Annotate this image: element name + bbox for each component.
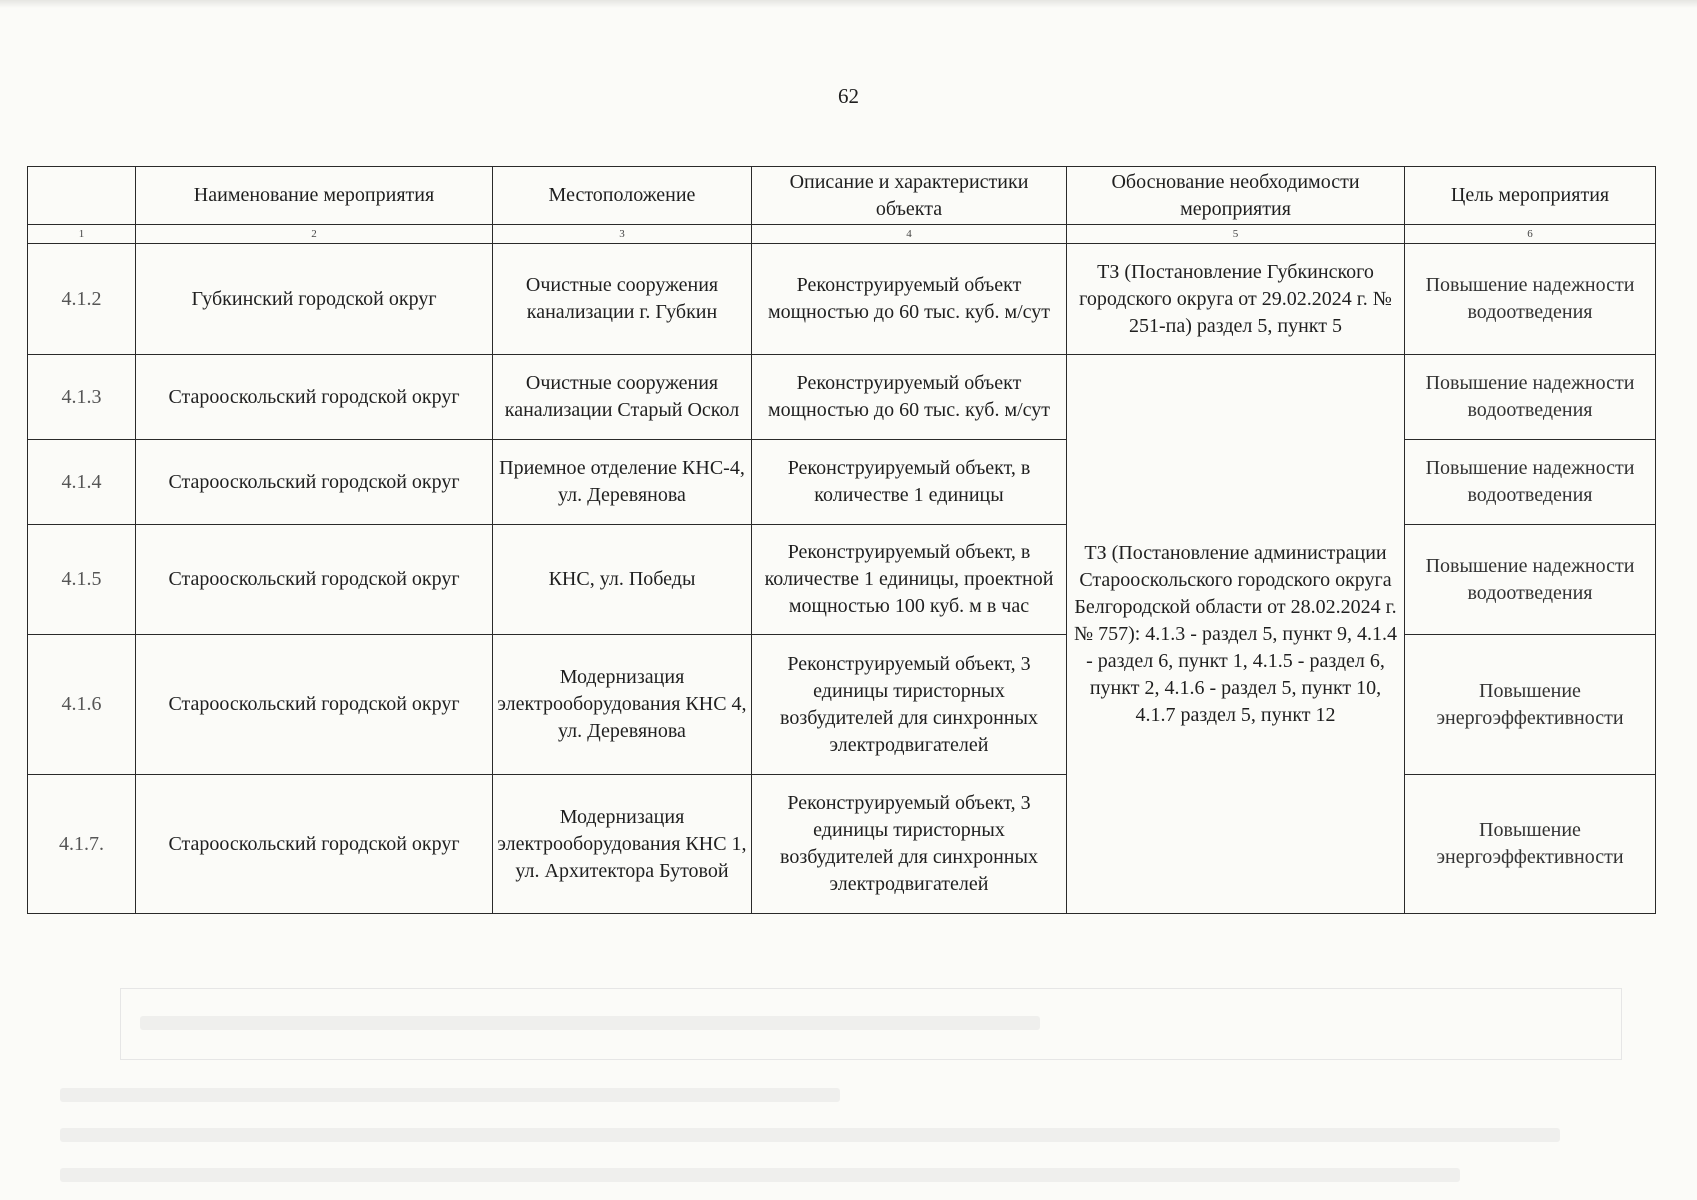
- bleed-through-line: [60, 1128, 1560, 1142]
- row-number: 4.1.6: [28, 635, 136, 775]
- scan-edge-shading: [0, 0, 1697, 8]
- measure-description: Реконструируемый объект мощностью до 60 тыс. куб. м/сут: [752, 244, 1067, 355]
- measure-goal: Повышение энергоэффективности: [1405, 775, 1656, 914]
- measure-name: Старооскольский городской округ: [136, 440, 493, 525]
- column-number: 3: [493, 225, 752, 244]
- measure-location: КНС, ул. Победы: [493, 525, 752, 635]
- column-number: 1: [28, 225, 136, 244]
- bleed-through-line: [60, 1168, 1460, 1182]
- row-number: 4.1.2: [28, 244, 136, 355]
- header-cell-location: Местоположение: [493, 167, 752, 225]
- merged-justification: ТЗ (Постановление администрации Старооскольского городского округа Белгородской области от 28.02.2024 г. № 757): 4.1.3 - раздел 5, пункт 9, 4.1.4 - раздел 6, пункт 1, 4.1.5 - раздел 6, пункт 2, 4.1.6 - раздел 5, пункт 10, 4.1.7 раздел 5, пункт 12: [1067, 355, 1405, 914]
- bleed-through-line: [60, 1088, 840, 1102]
- measure-goal: Повышение энергоэффективности: [1405, 635, 1656, 775]
- measure-goal: Повышение надежности водоотведения: [1405, 440, 1656, 525]
- row-number: 4.1.5: [28, 525, 136, 635]
- measure-name: Старооскольский городской округ: [136, 635, 493, 775]
- measure-location: Приемное отделение КНС-4, ул. Деревянова: [493, 440, 752, 525]
- table-row: [28, 355, 1656, 440]
- column-number: 5: [1067, 225, 1405, 244]
- header-cell-justification: Обоснование необходимости мероприятия: [1067, 167, 1405, 225]
- row-number: 4.1.4: [28, 440, 136, 525]
- header-cell-goal: Цель мероприятия: [1405, 167, 1656, 225]
- measure-description: Реконструируемый объект, 3 единицы тиристорных возбудителей для синхронных электродвигателей: [752, 775, 1067, 914]
- measure-location: Очистные сооружения канализации г. Губкин: [493, 244, 752, 355]
- table-row: [28, 244, 1656, 355]
- header-cell-description: Описание и характеристики объекта: [752, 167, 1067, 225]
- column-number: 6: [1405, 225, 1656, 244]
- bleed-through-box: [120, 988, 1622, 1060]
- measures-table: [27, 166, 1656, 914]
- header-cell-name: Наименование мероприятия: [136, 167, 493, 225]
- measure-location: Очистные сооружения канализации Старый Оскол: [493, 355, 752, 440]
- bleed-through-line: [140, 1016, 1040, 1030]
- table-row: [28, 525, 1656, 635]
- table-row: [28, 440, 1656, 525]
- header-row: [28, 167, 1656, 225]
- measure-name: Губкинский городской округ: [136, 244, 493, 355]
- row-number: 4.1.7.: [28, 775, 136, 914]
- measure-justification: ТЗ (Постановление Губкинского городского округа от 29.02.2024 г. № 251-па) раздел 5, пункт 5: [1067, 244, 1405, 355]
- measure-location: Модернизация электрооборудования КНС 1, ул. Архитектора Бутовой: [493, 775, 752, 914]
- measure-name: Старооскольский городской округ: [136, 525, 493, 635]
- header-cell-number: [28, 167, 136, 225]
- measure-description: Реконструируемый объект мощностью до 60 тыс. куб. м/сут: [752, 355, 1067, 440]
- table-row: [28, 775, 1656, 914]
- column-number: 2: [136, 225, 493, 244]
- row-number: 4.1.3: [28, 355, 136, 440]
- measure-name: Старооскольский городской округ: [136, 355, 493, 440]
- table-row: [28, 635, 1656, 775]
- measure-goal: Повышение надежности водоотведения: [1405, 355, 1656, 440]
- bleed-through-shadow: [120, 988, 1660, 1198]
- measure-goal: Повышение надежности водоотведения: [1405, 244, 1656, 355]
- column-number-row: [28, 225, 1656, 244]
- measure-goal: Повышение надежности водоотведения: [1405, 525, 1656, 635]
- measure-description: Реконструируемый объект, в количестве 1 единицы: [752, 440, 1067, 525]
- measure-description: Реконструируемый объект, 3 единицы тиристорных возбудителей для синхронных электродвигателей: [752, 635, 1067, 775]
- measure-location: Модернизация электрооборудования КНС 4, ул. Деревянова: [493, 635, 752, 775]
- column-number: 4: [752, 225, 1067, 244]
- page-number: 62: [838, 84, 859, 108]
- measure-description: Реконструируемый объект, в количестве 1 единицы, проектной мощностью 100 куб. м в час: [752, 525, 1067, 635]
- measure-name: Старооскольский городской округ: [136, 775, 493, 914]
